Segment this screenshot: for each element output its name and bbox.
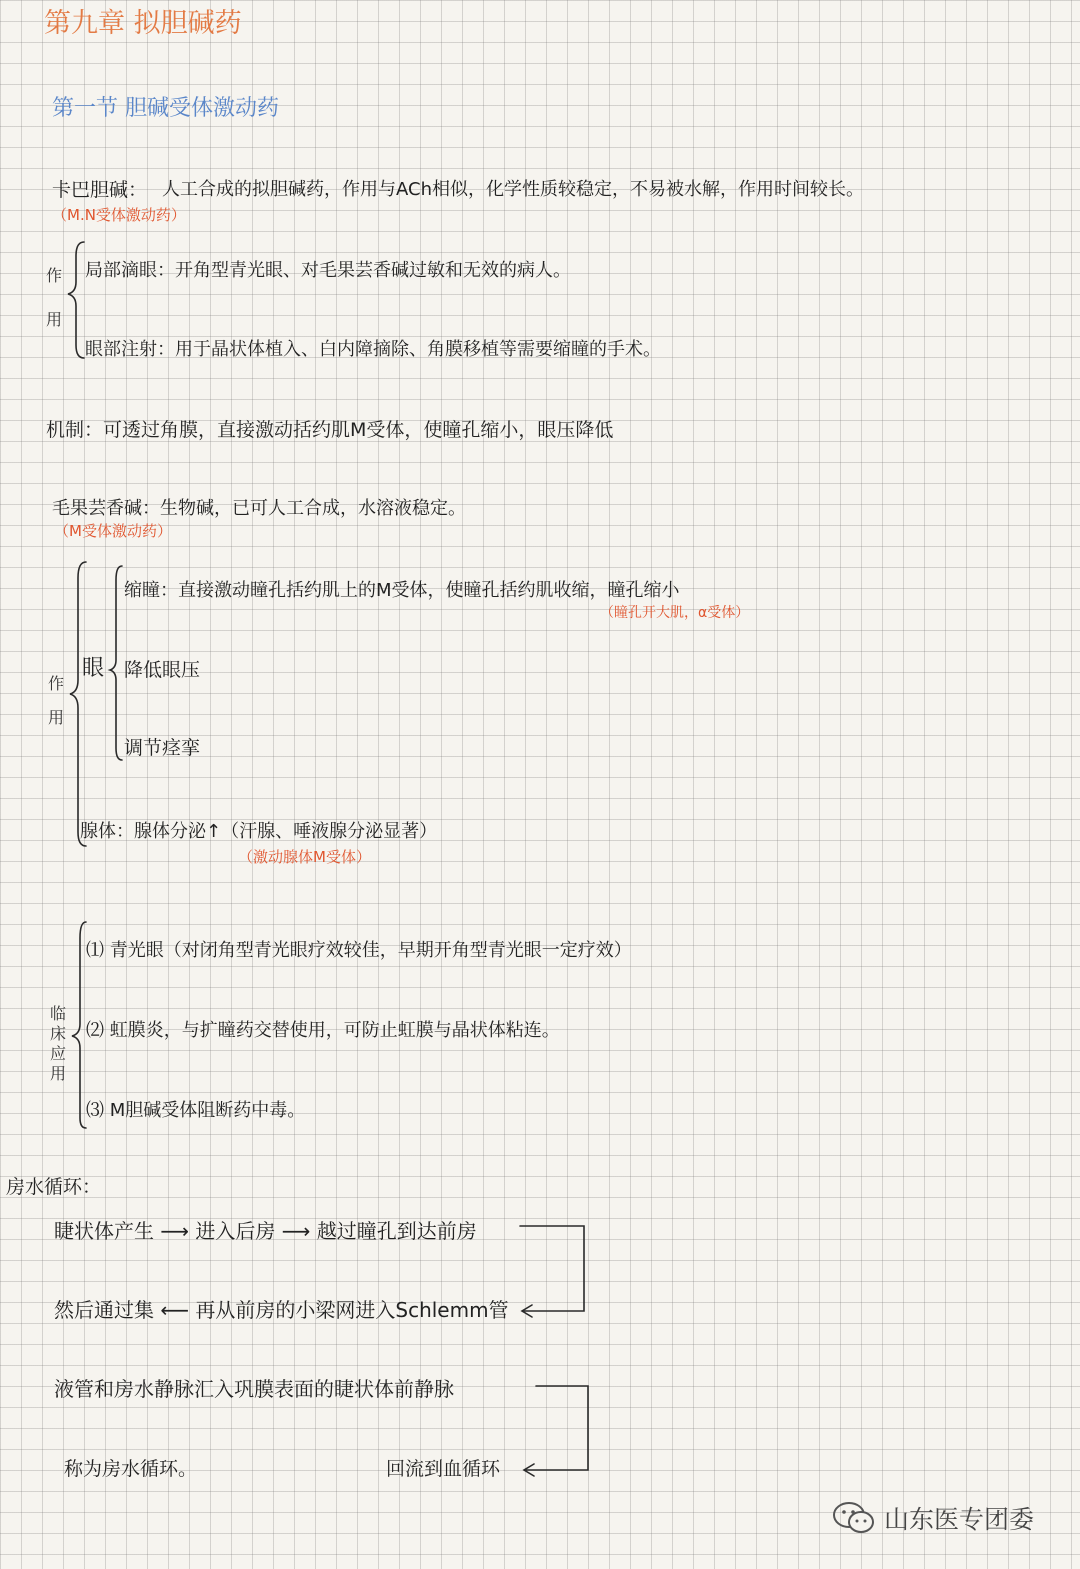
aqueous-row-2: 然后通过集 ⟵ 再从前房的小梁网进入Schlemm管 bbox=[54, 1298, 509, 1322]
arrow-row1-row2 bbox=[520, 1226, 584, 1311]
clinical-item-poisoning: ⑶ M胆碱受体阻断药中毒。 bbox=[86, 1100, 306, 1121]
miosis-note: （瞳孔开大肌，α受体） bbox=[600, 605, 750, 621]
chapter-title: 第九章 拟胆碱药 bbox=[44, 8, 242, 39]
carbachol-name: 卡巴胆碱： bbox=[52, 179, 148, 201]
miosis-text: 缩瞳：直接激动瞳孔括约肌上的M受体，使瞳孔括约肌收缩，瞳孔缩小 bbox=[124, 580, 680, 601]
carbachol-drug: 卡巴胆碱 bbox=[52, 179, 129, 201]
pilocarpine-name: 毛果芸香碱：生物碱，已可人工合成，水溶液稳定。 bbox=[52, 498, 466, 519]
accommodation-spasm-text: 调节痉挛 bbox=[124, 737, 201, 759]
pilocarpine-effects-label-2: 用 bbox=[48, 708, 65, 727]
pilocarpine-effects-label-1: 作 bbox=[48, 674, 65, 693]
clinical-item-iritis: ⑵ 虹膜炎，与扩瞳药交替使用，可防止虹膜与晶状体粘连。 bbox=[86, 1020, 560, 1041]
carbachol-effects-label-1: 作 bbox=[46, 266, 63, 285]
gland-text: 腺体：腺体分泌↑（汗腺、唾液腺分泌显著） bbox=[80, 821, 438, 842]
lower-iop-text: 降低眼压 bbox=[124, 659, 201, 681]
pilocarpine-receptor-note: （M受体激动药） bbox=[54, 522, 172, 540]
brace-clinical bbox=[72, 922, 86, 1128]
clinical-item-glaucoma: ⑴ 青光眼（对闭角型青光眼疗效较佳，早期开角型青光眼一定疗效） bbox=[86, 940, 632, 961]
gland-note: （激动腺体M受体） bbox=[238, 848, 371, 866]
watermark-text: 山东医专团委 bbox=[884, 1505, 1035, 1534]
aqueous-row-3: 液管和房水静脉汇入巩膜表面的睫状体前静脉 bbox=[54, 1377, 454, 1401]
watermark bbox=[832, 1500, 1034, 1536]
brace-pilocarpine-outer bbox=[70, 562, 86, 846]
aqueous-row-4-right: 回流到血循环 bbox=[386, 1458, 501, 1480]
carbachol-desc: 人工合成的拟胆碱药，作用与ACh相似，化学性质较稳定，不易被水解，作用时间较长。 bbox=[162, 179, 864, 200]
clinical-label-4: 用 bbox=[50, 1064, 67, 1083]
aqueous-row-1: 睫状体产生 ⟶ 进入后房 ⟶ 越过瞳孔到达前房 bbox=[54, 1219, 477, 1243]
aqueous-title: 房水循环： bbox=[6, 1176, 102, 1198]
clinical-label-1: 临 bbox=[50, 1004, 67, 1023]
clinical-label-2: 床 bbox=[50, 1024, 67, 1043]
aqueous-row-4-left: 称为房水循环。 bbox=[64, 1458, 198, 1480]
carbachol-effect-injection: 眼部注射：用于晶状体植入、白内障摘除、角膜移植等需要缩瞳的手术。 bbox=[85, 339, 661, 360]
carbachol-effect-eye-drop: 局部滴眼：开角型青光眼、对毛果芸香碱过敏和无效的病人。 bbox=[85, 260, 571, 281]
clinical-label-3: 应 bbox=[50, 1044, 67, 1063]
brace-eye bbox=[110, 566, 122, 760]
carbachol-effects-label-2: 用 bbox=[46, 310, 63, 329]
section-title: 第一节 胆碱受体激动药 bbox=[52, 96, 279, 121]
mechanism-text: 机制：可透过角膜，直接激动括约肌M受体，使瞳孔缩小，眼压降低 bbox=[46, 419, 614, 441]
arrow-row3-row4 bbox=[526, 1386, 588, 1470]
carbachol-receptor-note: （M.N受体激动药） bbox=[52, 206, 186, 224]
eye-label: 眼 bbox=[82, 656, 105, 681]
brace-carbachol bbox=[68, 242, 84, 358]
wechat-icon bbox=[832, 1500, 876, 1536]
